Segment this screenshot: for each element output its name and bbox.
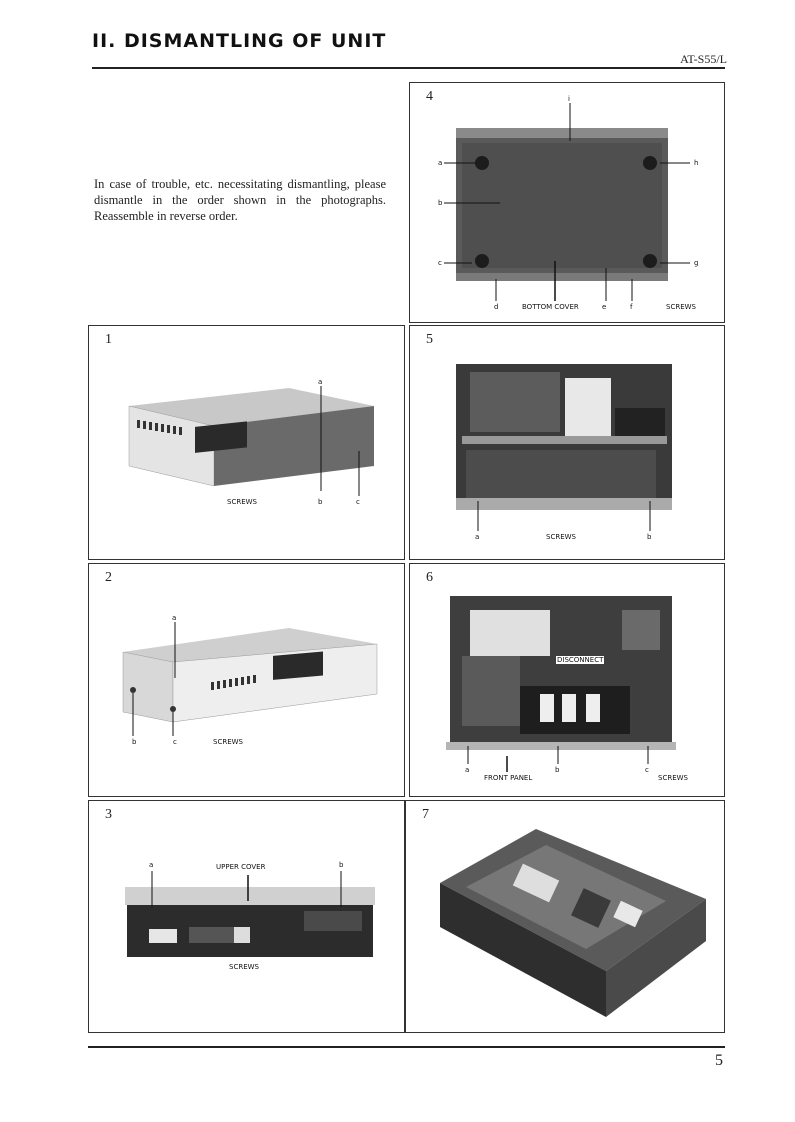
figure-number: 6 (426, 570, 433, 585)
photo-unit-bottom (410, 83, 726, 324)
figure-number: 2 (105, 570, 112, 585)
label-d: d (494, 303, 499, 311)
figure-4-bottom-view (409, 82, 725, 323)
label-c: c (173, 738, 177, 746)
figure-2-screws-front (88, 563, 405, 797)
page-title: II. DISMANTLING OF UNIT (92, 30, 387, 52)
figure-6-front-panel (409, 563, 725, 797)
figure-number: 3 (105, 807, 112, 822)
label-c: c (356, 498, 360, 506)
label-b: b (339, 861, 344, 869)
figure-number: 4 (426, 89, 433, 104)
label-a: a (172, 614, 177, 622)
figure-3-upper-cover (88, 800, 405, 1033)
label-c: c (645, 766, 649, 774)
photo-unit-rear (89, 801, 406, 1034)
label-b: b (555, 766, 560, 774)
label-b: b (438, 199, 443, 207)
label-g: g (694, 259, 699, 267)
label-i: i (568, 95, 570, 103)
label-bottom-cover: BOTTOM COVER (522, 303, 579, 311)
label-disconnect: DISCONNECT (557, 656, 604, 664)
photo-front-panel-removal (410, 564, 726, 798)
model-number: AT-S55/L (680, 52, 727, 66)
label-b: b (318, 498, 323, 506)
label-front-panel: FRONT PANEL (484, 774, 533, 782)
figure-5-top-open (409, 325, 725, 560)
label-f: f (630, 303, 633, 311)
label-c: c (438, 259, 442, 267)
label-a: a (465, 766, 470, 774)
label-upper-cover: UPPER COVER (216, 863, 266, 871)
label-screws: SCREWS (546, 533, 576, 541)
label-screws: SCREWS (227, 498, 257, 506)
photo-unit-front-side (89, 326, 406, 561)
label-e: e (602, 303, 607, 311)
figure-number: 7 (422, 807, 429, 822)
label-h: h (694, 159, 699, 167)
intro-paragraph: In case of trouble, etc. necessitating dismantling, please dismantle in the order shown in the photographs. Reassemble in reverse order. (94, 177, 386, 223)
label-screws: SCREWS (658, 774, 688, 782)
label-b: b (647, 533, 652, 541)
photo-chassis-angled (406, 801, 726, 1034)
figure-1-screws-side (88, 325, 405, 560)
label-b: b (132, 738, 137, 746)
label-a: a (149, 861, 154, 869)
page-number: 5 (715, 1052, 723, 1069)
photo-unit-front-left (89, 564, 406, 798)
label-screws: SCREWS (666, 303, 696, 311)
label-screws: SCREWS (229, 963, 259, 971)
label-a: a (438, 159, 443, 167)
footer-rule (88, 1046, 725, 1048)
photo-internal-view (410, 326, 726, 561)
label-screws: SCREWS (213, 738, 243, 746)
header-rule (92, 67, 725, 69)
label-a: a (318, 378, 323, 386)
figure-7-chassis (405, 800, 725, 1033)
figure-number: 1 (105, 332, 112, 347)
label-a: a (475, 533, 480, 541)
figure-number: 5 (426, 332, 433, 347)
